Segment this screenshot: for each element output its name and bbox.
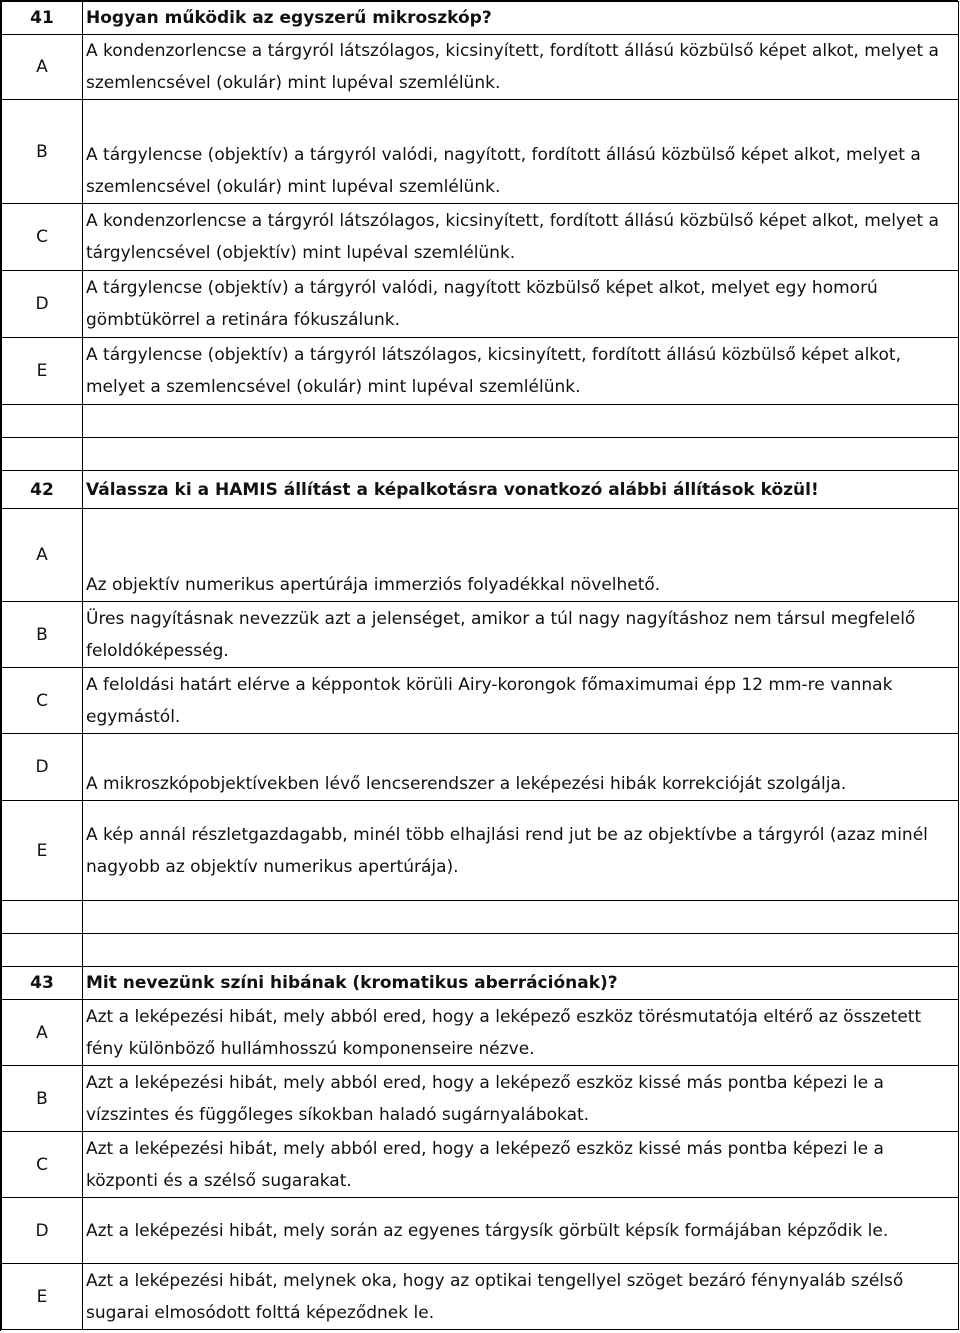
option-label: A bbox=[2, 509, 83, 602]
option-row bbox=[2, 100, 959, 204]
question-text: Mit nevezünk színi hibának (kromatikus aberrációnak)? bbox=[83, 967, 959, 1000]
option-row bbox=[2, 1066, 959, 1132]
option-text: Azt a leképezési hibát, melynek oka, hogy az optikai tengellyel szöget bezáró fénynyaláb szélső sugarai elmosódott folttá képeződnek le. bbox=[83, 1264, 959, 1330]
question-row-42 bbox=[2, 471, 959, 509]
option-row bbox=[2, 509, 959, 602]
option-text: Üres nagyításnak nevezzük azt a jelenséget, amikor a túl nagy nagyításhoz nem társul megfelelő feloldóképesség. bbox=[83, 602, 959, 668]
option-label: B bbox=[2, 100, 83, 204]
option-row bbox=[2, 1198, 959, 1264]
spacer-row bbox=[2, 934, 959, 967]
question-row-41 bbox=[2, 2, 959, 35]
option-text: Azt a leképezési hibát, mely abból ered, hogy a leképező eszköz törésmutatója eltérő az összetett fény különböző hullámhosszú komponenseire nézve. bbox=[83, 1000, 959, 1066]
option-text: A kondenzorlencse a tárgyról látszólagos, kicsinyített, fordított állású közbülső képet alkot, melyet a tárgylencsével (objektív) mint lupéval szemlélünk. bbox=[83, 204, 959, 271]
option-row bbox=[2, 204, 959, 271]
question-number: 42 bbox=[2, 471, 83, 509]
question-row-43 bbox=[2, 967, 959, 1000]
question-table bbox=[1, 1, 959, 1330]
option-row bbox=[2, 1264, 959, 1330]
question-number: 43 bbox=[2, 967, 83, 1000]
option-text: Azt a leképezési hibát, mely során az egyenes tárgysík görbült képsík formájában képződik le. bbox=[83, 1198, 959, 1264]
option-row bbox=[2, 35, 959, 100]
option-text: A kép annál részletgazdagabb, minél több elhajlási rend jut be az objektívbe a tárgyról (azaz minél nagyobb az objektív numerikus apertúrája). bbox=[83, 801, 959, 901]
spacer-row bbox=[2, 405, 959, 438]
option-label: D bbox=[2, 271, 83, 338]
option-row bbox=[2, 668, 959, 734]
option-row bbox=[2, 801, 959, 901]
option-label: E bbox=[2, 801, 83, 901]
option-text: Azt a leképezési hibát, mely abból ered, hogy a leképező eszköz kissé más pontba képezi le a központi és a szélső sugarakat. bbox=[83, 1132, 959, 1198]
option-row bbox=[2, 1000, 959, 1066]
spacer-row bbox=[2, 438, 959, 471]
option-row bbox=[2, 271, 959, 338]
option-row bbox=[2, 602, 959, 668]
option-label: B bbox=[2, 1066, 83, 1132]
option-label: B bbox=[2, 602, 83, 668]
option-label: C bbox=[2, 1132, 83, 1198]
option-text: A tárgylencse (objektív) a tárgyról látszólagos, kicsinyített, fordított állású közbülső képet alkot, melyet a szemlencsével (okulár) mint lupéval szemlélünk. bbox=[83, 338, 959, 405]
option-label: C bbox=[2, 204, 83, 271]
option-label: E bbox=[2, 338, 83, 405]
option-label: A bbox=[2, 1000, 83, 1066]
option-text: A kondenzorlencse a tárgyról látszólagos, kicsinyített, fordított állású közbülső képet alkot, melyet a szemlencsével (okulár) mint lupéval szemlélünk. bbox=[83, 35, 959, 100]
option-text: Az objektív numerikus apertúrája immerziós folyadékkal növelhető. bbox=[83, 509, 959, 602]
option-row bbox=[2, 734, 959, 801]
question-number: 41 bbox=[2, 2, 83, 35]
option-label: A bbox=[2, 35, 83, 100]
question-text: Válassza ki a HAMIS állítást a képalkotásra vonatkozó alábbi állítások közül! bbox=[83, 471, 959, 509]
question-text: Hogyan működik az egyszerű mikroszkóp? bbox=[83, 2, 959, 35]
option-text: A feloldási határt elérve a képpontok körüli Airy-korongok főmaximumai épp 12 mm-re vannak egymástól. bbox=[83, 668, 959, 734]
option-row bbox=[2, 338, 959, 405]
option-label: D bbox=[2, 1198, 83, 1264]
option-text: Azt a leképezési hibát, mely abból ered, hogy a leképező eszköz kissé más pontba képezi le a vízszintes és függőleges síkokban haladó sugárnyalábokat. bbox=[83, 1066, 959, 1132]
option-text: A mikroszkópobjektívekben lévő lencserendszer a leképezési hibák korrekcióját szolgálja. bbox=[83, 734, 959, 801]
spacer-row bbox=[2, 901, 959, 934]
option-label: E bbox=[2, 1264, 83, 1330]
option-label: D bbox=[2, 734, 83, 801]
option-text: A tárgylencse (objektív) a tárgyról valódi, nagyított, fordított állású közbülső képet alkot, melyet a szemlencsével (okulár) mint lupéval szemlélünk. bbox=[83, 100, 959, 204]
option-row bbox=[2, 1132, 959, 1198]
option-label: C bbox=[2, 668, 83, 734]
option-text: A tárgylencse (objektív) a tárgyról valódi, nagyított közbülső képet alkot, melyet egy homorú gömbtükörrel a retinára fókuszálunk. bbox=[83, 271, 959, 338]
